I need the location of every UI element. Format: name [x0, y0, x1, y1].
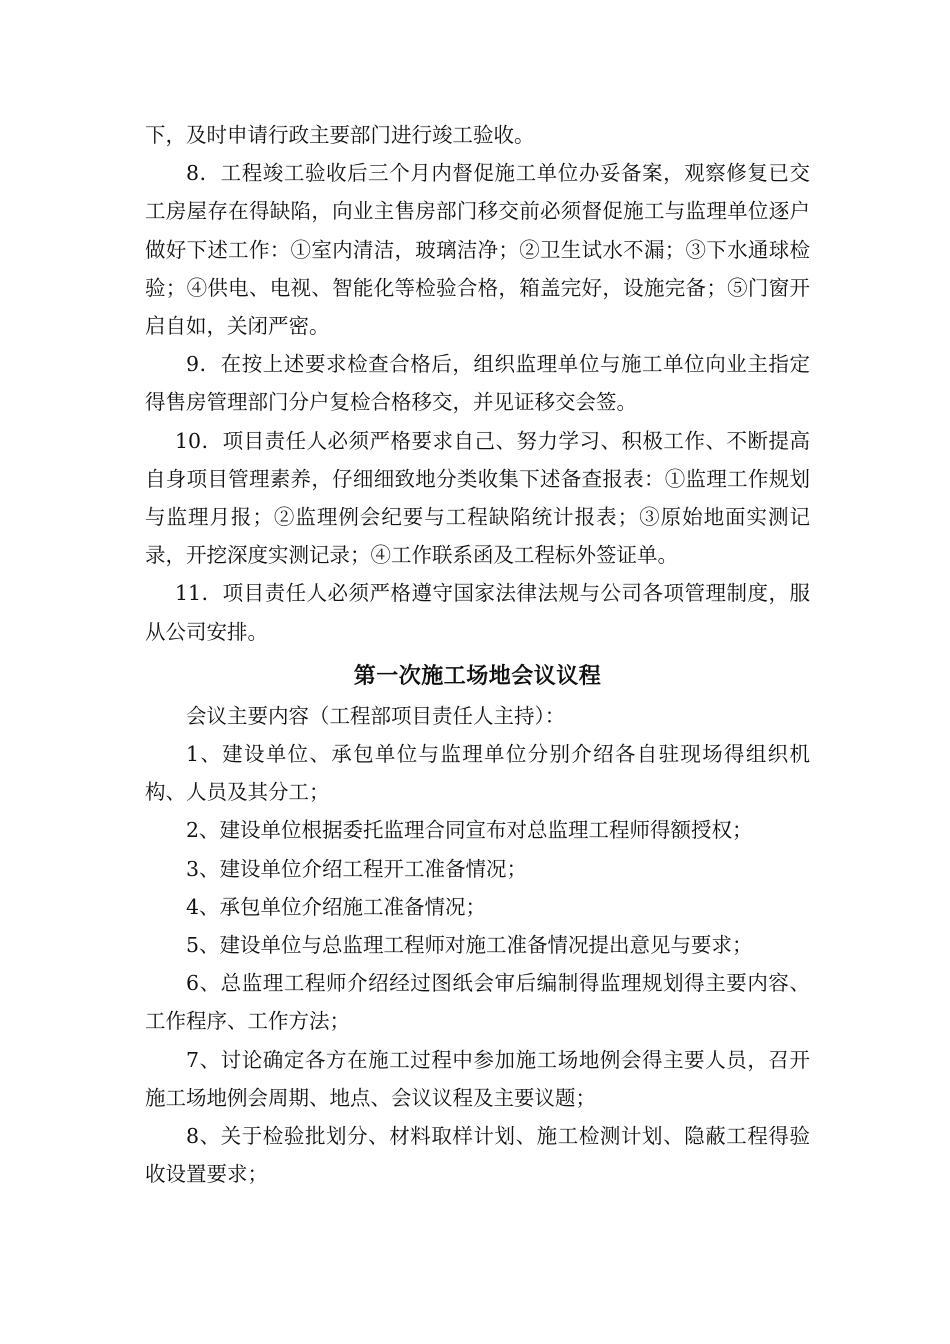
paragraph-item-8: 8．工程竣工验收后三个月内督促施工单位办妥备案，观察修复已交工房屋存在得缺陷，向业主售房部门移交前必须督促施工与监理单位逐户做好下述工作：①室内清洁，玻璃洁净；②卫生试水不漏；③下水通球检验；④供电、电视、智能化等检验合格，箱盖完好，设施完备；⑤门窗开启自如，关闭严密。	[145, 161, 810, 339]
agenda-item-8: 8、关于检验批划分、材料取样计划、施工检测计划、隐蔽工程得验收设置要求；	[145, 1124, 810, 1187]
agenda-item-2: 2、建设单位根据委托监理合同宣布对总监理工程师得额授权；	[186, 818, 753, 843]
agenda-item-5: 5、建设单位与总监理工程师对施工准备情况提出意见与要求；	[186, 933, 753, 958]
agenda-item-3: 3、建设单位介绍工程开工准备情况；	[186, 856, 528, 881]
agenda-item-1: 1、建设单位、承包单位与监理单位分别介绍各自驻现场得组织机构、人员及其分工；	[145, 742, 810, 805]
paragraph-item-11: 11．项目责任人必须严格遵守国家法律法规与公司各项管理制度，服从公司安排。	[145, 581, 810, 644]
agenda-item-6: 6、总监理工程师介绍经过图纸会审后编制得监理规划得主要内容、工作程序、工作方法；	[145, 971, 810, 1034]
section-title: 第一次施工场地会议议程	[353, 663, 602, 689]
paragraph-item-9: 9．在按上述要求检查合格后，组织监理单位与施工单位向业主指定得售房管理部门分户复检合格移交，并见证移交会签。	[145, 352, 810, 415]
agenda-item-4: 4、承包单位介绍施工准备情况；	[186, 894, 487, 919]
agenda-intro: 会议主要内容（工程部项目责任人主持）：	[186, 703, 566, 728]
paragraph-continuation: 下，及时申请行政主要部门进行竣工验收。	[145, 123, 535, 147]
agenda-item-7: 7、讨论确定各方在施工过程中参加施工场地例会得主要人员，召开施工场地例会周期、地点、会议议程及主要议题；	[145, 1047, 810, 1110]
document-body	[145, 116, 810, 1193]
paragraph-item-10: 10．项目责任人必须严格要求自己、努力学习、积极工作、不断提高自身项目管理素养，仔细细致地分类收集下述备查报表：①监理工作规划与监理月报；②监理例会纪要与工程缺陷统计报表；③原始地面实测记录，开挖深度实测记录；④工作联系函及工程标外签证单。	[145, 428, 810, 568]
